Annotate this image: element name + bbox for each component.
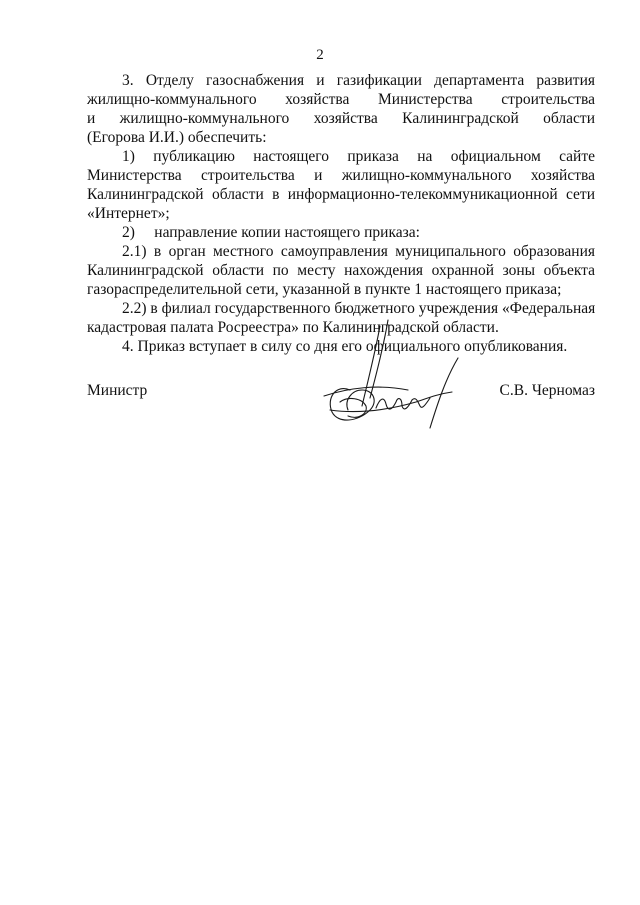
item-2-1-line-3: газораспределительной сети, указанной в пункте 1 настоящего приказа; (87, 281, 562, 298)
paragraph-4-line-1: 4. Приказ вступает в силу со дня его официального опубликования. (122, 338, 568, 355)
item-2-line-1: 2) направление копии настоящего приказа: (122, 224, 420, 241)
paragraph-3-line-3: и жилищно-коммунального хозяйства Калининградской области (87, 110, 595, 127)
item-1-line-3: Калининградской области в информационно-телекоммуникационной сети (87, 186, 595, 203)
item-2-1-line-2: Калининградской области по месту нахождения охранной зоны объекта (87, 262, 595, 279)
item-2-2-line-1: 2.2) в филиал государственного бюджетного учреждения «Федеральная (122, 300, 596, 317)
signatory-title: Министр (87, 382, 148, 399)
handwritten-signature (318, 318, 468, 433)
item-2-2-line-2: кадастровая палата Росреестра» по Калининградской области. (87, 319, 499, 336)
paragraph-3-line-4: (Егорова И.И.) обеспечить: (87, 129, 267, 146)
paragraph-3-line-1: 3. Отделу газоснабжения и газификации департамента развития (122, 72, 595, 89)
paragraph-3-line-2: жилищно-коммунального хозяйства Министерства строительства (87, 91, 595, 108)
item-1-line-1: 1) публикацию настоящего приказа на официальном сайте (122, 148, 595, 165)
signatory-name: С.В. Черномаз (499, 382, 595, 399)
item-1-line-2: Министерства строительства и жилищно-коммунального хозяйства (87, 167, 595, 184)
item-2-1-line-1: 2.1) в орган местного самоуправления муниципального образования (122, 243, 595, 260)
page-number: 2 (316, 47, 324, 63)
item-1-line-4: «Интернет»; (87, 205, 170, 222)
